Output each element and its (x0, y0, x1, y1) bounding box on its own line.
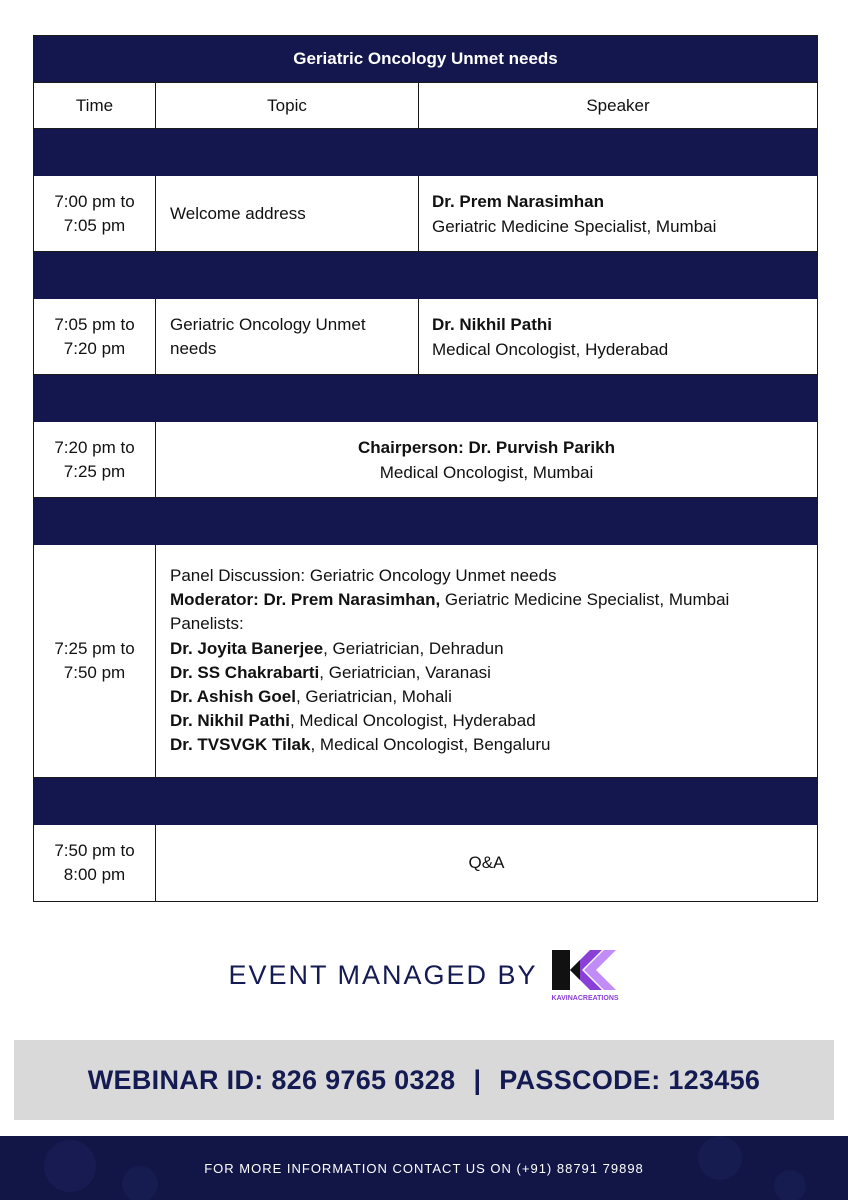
moderator-line (170, 588, 817, 612)
agenda-title-row (34, 36, 818, 83)
time-end: 7:20 pm (63, 338, 126, 358)
speaker-cell (419, 299, 818, 375)
time-start: 7:05 pm to (54, 314, 135, 334)
agenda-title: Geriatric Oncology Unmet needs (34, 36, 818, 83)
panelist-name: Dr. SS Chakrabarti (170, 662, 320, 682)
separator-band (34, 498, 818, 545)
panelist-name: Dr. Joyita Banerjee (170, 638, 324, 658)
separator-band (34, 777, 818, 824)
panelist-role: , Medical Oncologist, Bengaluru (310, 735, 551, 755)
panelist-name: Dr. Nikhil Pathi (170, 711, 290, 731)
panelist-name: Dr. Ashish Goel (170, 687, 296, 707)
separator-band (34, 375, 818, 422)
footer-bar (0, 1136, 848, 1200)
logo-caption: KAVINACREATIONS (551, 995, 619, 1002)
topic-line: Geriatric Oncology Unmet (170, 314, 366, 334)
time-start: 7:20 pm to (54, 437, 135, 457)
speaker-role: Geriatric Medicine Specialist, Mumbai (432, 216, 717, 236)
chairperson-name: Chairperson: Dr. Purvish Parikh (358, 437, 615, 457)
time-end: 7:25 pm (63, 461, 126, 481)
speaker-name: Dr. Prem Narasimhan (432, 191, 604, 211)
agenda-header-row (34, 83, 818, 129)
webinar-separator: | (473, 1064, 482, 1095)
kavina-creations-logo (550, 948, 620, 1002)
panelists-label: Panelists: (170, 614, 244, 634)
chairperson-role: Medical Oncologist, Mumbai (379, 462, 594, 482)
speaker-cell (419, 176, 818, 252)
panelist-item (170, 709, 817, 733)
speaker-role: Medical Oncologist, Hyderabad (432, 339, 669, 359)
panelist-role: , Geriatrician, Varanasi (319, 662, 491, 682)
webinar-id: WEBINAR ID: 826 9765 0328 (87, 1064, 456, 1095)
panelist-item (170, 685, 817, 709)
speaker-name: Dr. Nikhil Pathi (432, 314, 552, 334)
webinar-passcode: PASSCODE: 123456 (499, 1064, 761, 1095)
time-cell (34, 299, 156, 375)
panelist-role: , Geriatrician, Dehradun (323, 638, 504, 658)
moderator-role: Geriatric Medicine Specialist, Mumbai (440, 590, 730, 610)
separator-band (34, 129, 818, 176)
agenda-table (33, 35, 818, 902)
time-cell (34, 176, 156, 252)
event-managed-section (0, 945, 848, 1005)
separator-band (34, 252, 818, 299)
time-end: 7:50 pm (63, 662, 126, 682)
chairperson-cell (156, 422, 818, 498)
webinar-banner (14, 1040, 834, 1120)
panel-cell (156, 545, 818, 778)
panelist-item (170, 637, 817, 661)
agenda-row-qa (34, 824, 818, 901)
topic-cell: Welcome address (156, 176, 419, 252)
header-speaker: Speaker (419, 83, 818, 129)
panel-title: Panel Discussion: Geriatric Oncology Unmet needs (170, 566, 557, 585)
time-cell (34, 824, 156, 901)
footer-contact-text: FOR MORE INFORMATION CONTACT US ON (+91) 88791 79898 (204, 1160, 644, 1176)
time-cell (34, 545, 156, 778)
panelist-item (170, 661, 817, 685)
time-end: 7:05 pm (63, 215, 126, 235)
time-cell (34, 422, 156, 498)
event-managed-label: EVENT MANAGED BY (228, 959, 538, 990)
agenda-row-talk (34, 299, 818, 375)
topic-cell (156, 299, 419, 375)
moderator-name: Moderator: Dr. Prem Narasimhan, (170, 590, 441, 610)
topic-line: needs (170, 338, 217, 358)
panelist-name: Dr. TVSVGK Tilak (170, 735, 311, 755)
agenda-row-panel (34, 545, 818, 778)
qa-cell: Q&A (156, 824, 818, 901)
header-topic: Topic (156, 83, 419, 129)
panelist-item (170, 733, 817, 757)
agenda-row-welcome (34, 176, 818, 252)
time-start: 7:00 pm to (54, 191, 135, 211)
time-end: 8:00 pm (63, 864, 126, 884)
kavina-logo-mark-icon (550, 948, 620, 994)
panelist-role: , Geriatrician, Mohali (295, 687, 452, 707)
time-start: 7:25 pm to (54, 638, 135, 658)
time-start: 7:50 pm to (54, 840, 135, 860)
agenda-row-chair (34, 422, 818, 498)
panelist-role: , Medical Oncologist, Hyderabad (289, 711, 536, 731)
header-time: Time (34, 83, 156, 129)
